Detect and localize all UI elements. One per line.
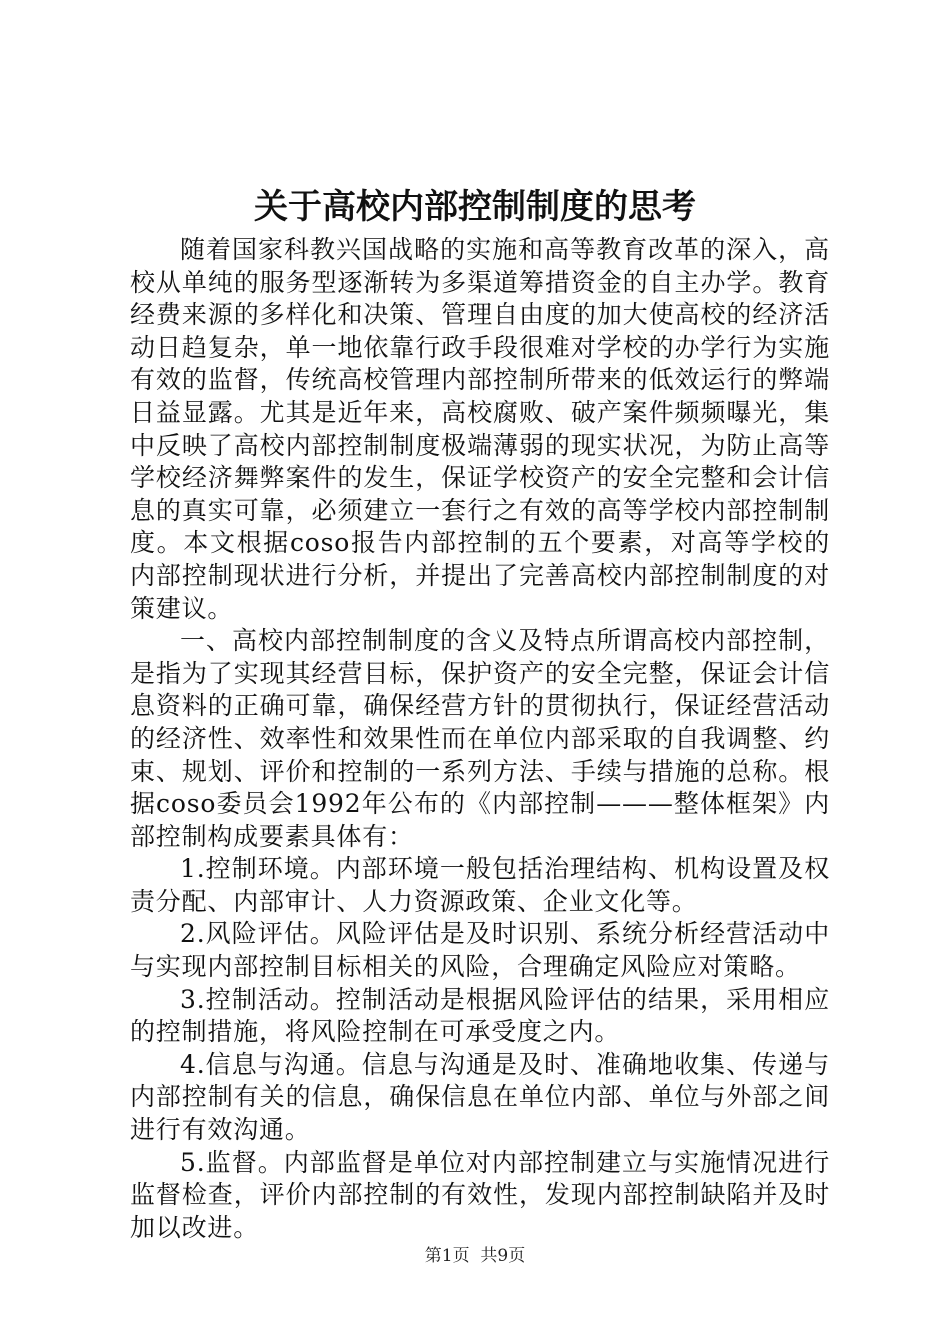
page-number-label: 第1页 共9页 (424, 1246, 526, 1266)
paragraph-item-4: 4.信息与沟通。信息与沟通是及时、准确地收集、传递与内部控制有关的信息，确保信息在单位内部、单位与外部之间进行有效沟通。 (130, 1049, 830, 1145)
document-title: 关于高校内部控制制度的思考 (254, 187, 696, 227)
paragraph-section-one: 一、高校内部控制制度的含义及特点所谓高校内部控制，是指为了实现其经营目标，保护资产的安全完整，保证会计信息资料的正确可靠，确保经营方针的贯彻执行，保证经营活动的经济性、效率性和效果性而在单位内部采取的自我调整、约束、规划、评价和控制的一系列方法、手续与措施的总称。根据coso委员会1992年公布的《内部控制———整体框架》内部控制构成要素具体有： (130, 626, 830, 851)
paragraph-item-2: 2.风险评估。风险评估是及时识别、系统分析经营活动中与实现内部控制目标相关的风险，合理确定风险应对策略。 (130, 919, 830, 982)
paragraph-item-1: 1.控制环境。内部环境一般包括治理结构、机构设置及权责分配、内部审计、人力资源政策、企业文化等。 (130, 854, 830, 916)
paragraph-item-5: 5.监督。内部监督是单位对内部控制建立与实施情况进行监督检查，评价内部控制的有效性，发现内部控制缺陷并及时加以改进。 (130, 1147, 830, 1242)
document-body (130, 234, 830, 1244)
page-footer (0, 1244, 950, 1268)
paragraph-item-3: 3.控制活动。控制活动是根据风险评估的结果，采用相应的控制措施，将风险控制在可承受度之内。 (130, 984, 830, 1047)
paragraph-intro: 随着国家科教兴国战略的实施和高等教育改革的深入，高校从单纯的服务型逐渐转为多渠道筹措资金的自主办学。教育经费来源的多样化和决策、管理自由度的加大使高校的经济活动日趋复杂，单一地依靠行政手段很难对学校的办学行为实施有效的监督，传统高校管理内部控制所带来的低效运行的弊端日益显露。尤其是近年来，高校腐败、破产案件频频曝光，集中反映了高校内部控制制度极端薄弱的现实状况，为防止高等学校经济舞弊案件的发生，保证学校资产的安全完整和会计信息的真实可靠，必须建立一套行之有效的高等学校内部控制制度。本文根据coso报告内部控制的五个要素，对高等学校的内部控制现状进行分析，并提出了完善高校内部控制制度的对策建议。 (130, 235, 830, 623)
